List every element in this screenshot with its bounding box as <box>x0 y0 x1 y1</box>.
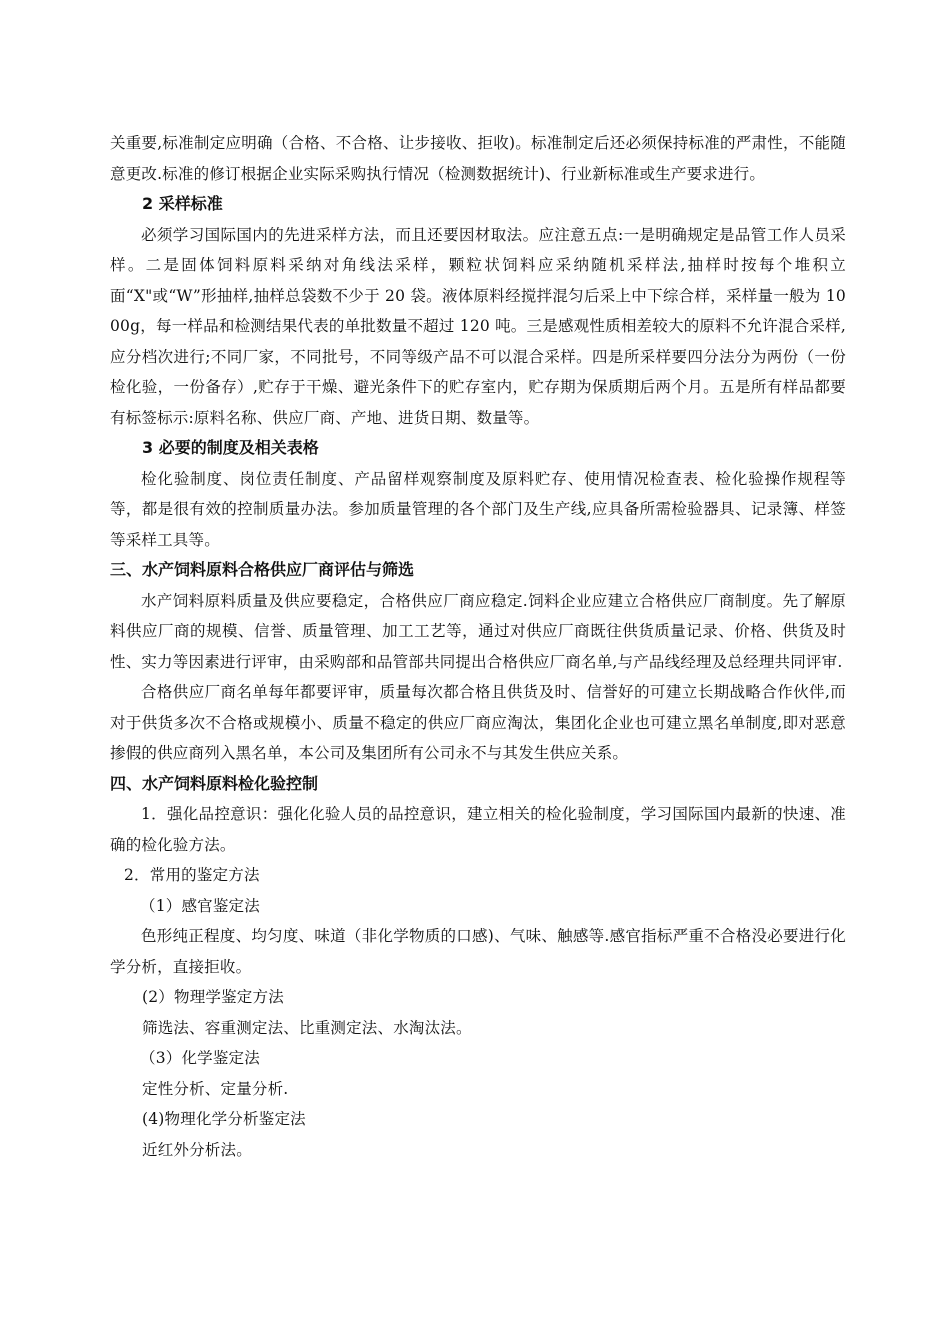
method-2-title: (2）物理学鉴定方法 <box>142 988 284 1006</box>
method-1-title: （1）感官鉴定法 <box>140 896 260 915</box>
paragraph-sampling: 必须学习国际国内的先进采样方法，而且还要因材取法。应注意五点:一是明确规定是品管工作人员采样。二是固体饲料原料采纳对角线法采样，颗粒状饲料应采纳随机采样法,抽样时按每个堆积立面“X"或“W”形抽样,抽样总袋数不少于 20 袋。液体原料经搅拌混匀后采上中下综合样，采样量一般为 1000g，每一样品和检测结果代表的单批数量不超过 120 吨。三是感观性质相差较大的原料不允许混合采样,应分档次进行;不同厂家，不同批号，不同等级产品不可以混合采样。四是所采样要四分法分为两份（一份检化验，一份备存）,贮存于干燥、避光条件下的贮存室内，贮存期为保质期后两个月。五是所有样品都要有标签标示:原料名称、供应厂商、产地、进货日期、数量等。 <box>110 225 846 427</box>
method-4-body: 近红外分析法。 <box>142 1140 252 1159</box>
method-1-body: 色形纯正程度、均匀度、味道（非化学物质的口感)、气味、触感等.感官指标严重不合格没必要进行化学分析，直接拒收。 <box>110 927 846 976</box>
paragraph-supplier-1: 水产饲料原料质量及供应要稳定，合格供应厂商应稳定.饲料企业应建立合格供应厂商制度。先了解原料供应厂商的规模、信誉、质量管理、加工工艺等，通过对供应厂商既往供货质量记录、价格、供货及时性、实力等因素进行评审，由采购部和品管部共同提出合格供应厂商名单,与产品线经理及总经理共同评审. <box>110 591 846 671</box>
heading-system-forms: 3 必要的制度及相关表格 <box>142 438 319 457</box>
paragraph-control-2: 2．常用的鉴定方法 <box>124 866 260 884</box>
heading-inspection-control: 四、水产饲料原料检化验控制 <box>110 773 319 793</box>
heading-sampling-standard: 2 采样标准 <box>142 194 223 213</box>
paragraph-system: 检化验制度、岗位责任制度、产品留样观察制度及原料贮存、使用情况检查表、检化验操作规程等等，都是很有效的控制质量办法。参加质量管理的各个部门及生产线,应具备所需检验器具、记录簿、样签等采样工具等。 <box>110 469 846 549</box>
method-4-title: (4)物理化学分析鉴定法 <box>142 1110 306 1128</box>
method-3-body: 定性分析、定量分析. <box>142 1079 289 1098</box>
paragraph-supplier-2: 合格供应厂商名单每年都要评审，质量每次都合格且供货及时、信誉好的可建立长期战略合作伙伴,而对于供货多次不合格或规模小、质量不稳定的供应厂商应淘汰，集团化企业也可建立黑名单制度,即对恶意掺假的供应商列入黑名单，本公司及集团所有公司永不与其发生供应关系。 <box>110 683 846 762</box>
paragraph-control-1: 1．强化品控意识：强化化验人员的品控意识，建立相关的检化验制度，学习国际国内最新的快速、准确的检化验方法。 <box>110 805 846 854</box>
heading-supplier-evaluation: 三、水产饲料原料合格供应厂商评估与筛选 <box>110 560 415 579</box>
method-2-body: 筛选法、容重测定法、比重测定法、水淘汰法。 <box>142 1018 472 1037</box>
paragraph-standard-continued: 关重要,标准制定应明确（合格、不合格、让步接收、拒收)。标准制定后还必须保持标准的严肃性，不能随意更改.标准的修订根据企业实际采购执行情况（检测数据统计)、行业新标准或生产要求进行。 <box>110 134 846 183</box>
method-3-title: （3）化学鉴定法 <box>140 1049 260 1067</box>
document-page <box>110 128 846 1165</box>
